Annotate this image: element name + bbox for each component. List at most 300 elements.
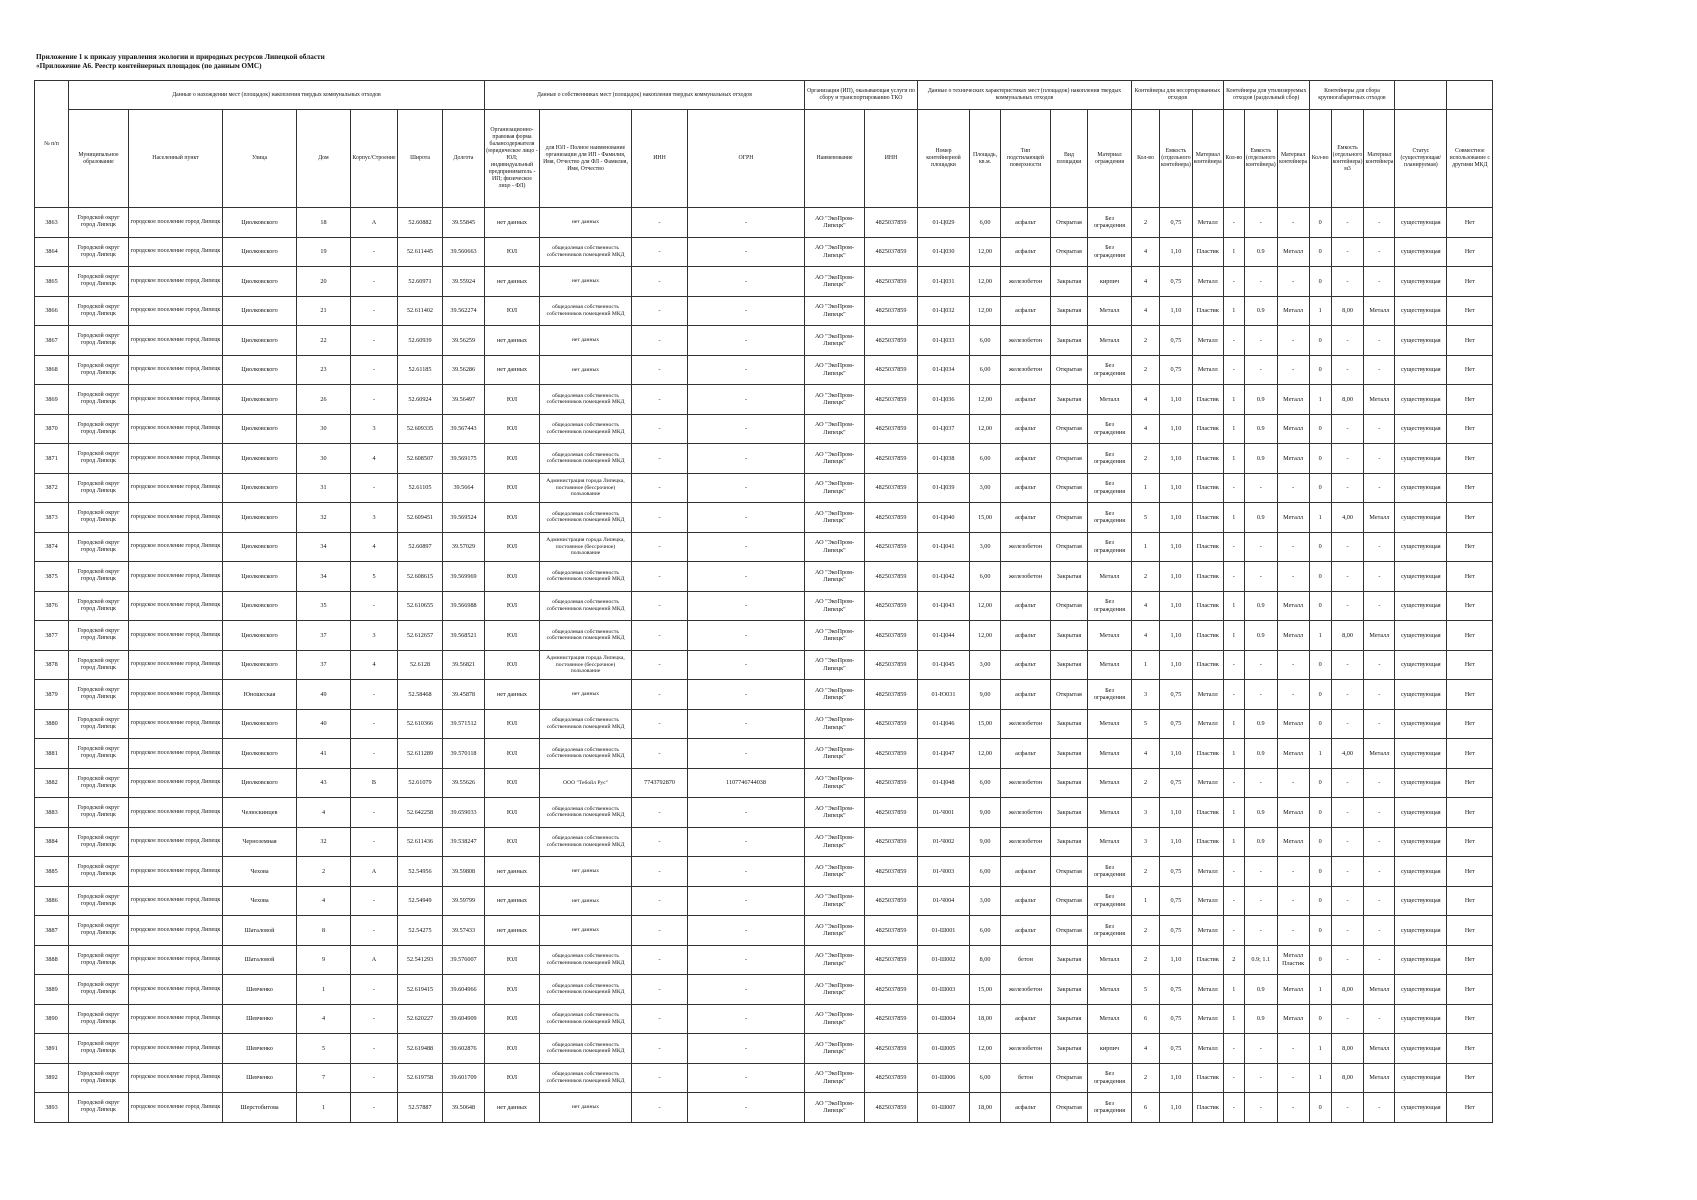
- longitude-cell: 39.569524: [443, 503, 485, 533]
- fence-cell: Без ограждения: [1088, 886, 1132, 916]
- municipality-cell: Городской округ город Липецк: [69, 857, 129, 887]
- recycle-count-cell: -: [1223, 326, 1244, 356]
- org-inn-cell: 4825037859: [865, 945, 918, 975]
- sorted-material-cell: Пластик: [1192, 827, 1223, 857]
- bulky-capacity-cell: 4,00: [1331, 739, 1364, 769]
- fence-cell: Металл: [1088, 945, 1132, 975]
- row-number: 3889: [35, 975, 69, 1005]
- sorted-count-cell: 4: [1132, 591, 1160, 621]
- bulky-capacity-cell: -: [1331, 473, 1364, 503]
- building-cell: -: [351, 886, 398, 916]
- recycle-count-cell: -: [1223, 1034, 1244, 1064]
- recycle-count-cell: 1: [1223, 798, 1244, 828]
- bulky-count-cell: 1: [1309, 503, 1331, 533]
- owner-name-cell: общедолевая собственность собственников помещений МКД: [540, 237, 632, 267]
- site-type-cell: Закрытая: [1051, 945, 1088, 975]
- inn-cell: -: [632, 798, 688, 828]
- street-cell: Циолковского: [223, 473, 297, 503]
- shared-use-cell: Нет: [1447, 798, 1493, 828]
- owner-name-cell: общедолевая собственность собственников помещений МКД: [540, 591, 632, 621]
- sorted-capacity-cell: 1,10: [1160, 385, 1193, 415]
- recycle-count-cell: -: [1223, 1093, 1244, 1123]
- building-cell: -: [351, 1063, 398, 1093]
- area-cell: 12,00: [970, 414, 1001, 444]
- status-cell: существующая: [1395, 444, 1447, 474]
- bulky-material-cell: -: [1364, 680, 1395, 710]
- ogrn-cell: -: [688, 857, 805, 887]
- ogrn-cell: -: [688, 385, 805, 415]
- bulky-material-cell: -: [1364, 650, 1395, 680]
- table-row: [35, 503, 1493, 533]
- org-inn-cell: 4825037859: [865, 975, 918, 1005]
- status-cell: существующая: [1395, 591, 1447, 621]
- surface-cell: асфальт: [1001, 237, 1051, 267]
- recycle-material-cell: Металл: [1277, 237, 1309, 267]
- municipality-cell: Городской округ город Липецк: [69, 355, 129, 385]
- status-cell: существующая: [1395, 326, 1447, 356]
- recycle-count-cell: -: [1223, 768, 1244, 798]
- status-cell: существующая: [1395, 621, 1447, 651]
- bulky-capacity-cell: -: [1331, 444, 1364, 474]
- table-row: [35, 444, 1493, 474]
- recycle-material-cell: Металл Пластик: [1277, 945, 1309, 975]
- house-cell: 1: [297, 975, 351, 1005]
- recycle-capacity-cell: -: [1244, 886, 1277, 916]
- recycle-capacity-cell: -: [1244, 916, 1277, 946]
- surface-cell: асфальт: [1001, 680, 1051, 710]
- owner-name-cell: общедолевая собственность собственников помещений МКД: [540, 385, 632, 415]
- site-number-cell: 01-Ю031: [918, 680, 970, 710]
- municipality-cell: Городской округ город Липецк: [69, 296, 129, 326]
- status-cell: существующая: [1395, 1063, 1447, 1093]
- longitude-cell: 39.604966: [443, 975, 485, 1005]
- ogrn-cell: -: [688, 473, 805, 503]
- owner-name-cell: общедолевая собственность собственников помещений МКД: [540, 827, 632, 857]
- longitude-cell: 39.576007: [443, 945, 485, 975]
- longitude-cell: 39.566988: [443, 591, 485, 621]
- col-site-type: Вид площадки: [1051, 110, 1088, 208]
- col-bulky-material: Материал контейнера: [1364, 110, 1395, 208]
- site-type-cell: Закрытая: [1051, 739, 1088, 769]
- surface-cell: асфальт: [1001, 414, 1051, 444]
- sorted-capacity-cell: 1,10: [1160, 827, 1193, 857]
- street-cell: Циолковского: [223, 532, 297, 562]
- bulky-material-cell: -: [1364, 886, 1395, 916]
- street-cell: Шевченко: [223, 1063, 297, 1093]
- bulky-count-cell: 0: [1309, 444, 1331, 474]
- longitude-cell: 39.569175: [443, 444, 485, 474]
- org-name-cell: АО "ЭкоПром-Липецк": [805, 414, 865, 444]
- site-number-cell: 01-Ц038: [918, 444, 970, 474]
- row-number: 3865: [35, 267, 69, 297]
- bulky-capacity-cell: -: [1331, 1004, 1364, 1034]
- legal-form-cell: ЮЛ: [485, 532, 540, 562]
- house-cell: 30: [297, 444, 351, 474]
- recycle-capacity-cell: 0.9: [1244, 237, 1277, 267]
- settlement-cell: городское поселение город Липецк: [129, 1004, 223, 1034]
- municipality-cell: Городской округ город Липецк: [69, 503, 129, 533]
- longitude-cell: 39.560663: [443, 237, 485, 267]
- sorted-count-cell: 4: [1132, 267, 1160, 297]
- building-cell: 4: [351, 444, 398, 474]
- longitude-cell: 39.602876: [443, 1034, 485, 1064]
- settlement-cell: городское поселение город Липецк: [129, 532, 223, 562]
- site-type-cell: Открытая: [1051, 886, 1088, 916]
- site-type-cell: Закрытая: [1051, 1034, 1088, 1064]
- settlement-cell: городское поселение город Липецк: [129, 296, 223, 326]
- surface-cell: железобетон: [1001, 768, 1051, 798]
- site-number-cell: 01-Ш003: [918, 975, 970, 1005]
- ogrn-cell: -: [688, 827, 805, 857]
- col-street: Улица: [223, 110, 297, 208]
- legal-form-cell: ЮЛ: [485, 414, 540, 444]
- sorted-capacity-cell: 0,75: [1160, 975, 1193, 1005]
- recycle-material-cell: Металл: [1277, 444, 1309, 474]
- house-cell: 4: [297, 798, 351, 828]
- recycle-capacity-cell: 0.9: [1244, 709, 1277, 739]
- table-row: [35, 326, 1493, 356]
- sorted-count-cell: 4: [1132, 621, 1160, 651]
- org-name-cell: АО "ЭкоПром-Липецк": [805, 709, 865, 739]
- latitude-cell: 52.54949: [398, 886, 443, 916]
- latitude-cell: 52.54275: [398, 916, 443, 946]
- fence-cell: Металл: [1088, 975, 1132, 1005]
- street-cell: Циолковского: [223, 237, 297, 267]
- bulky-material-cell: -: [1364, 768, 1395, 798]
- longitude-cell: 39.57433: [443, 916, 485, 946]
- site-number-cell: 01-Ц029: [918, 208, 970, 238]
- surface-cell: асфальт: [1001, 916, 1051, 946]
- latitude-cell: 52.61105: [398, 473, 443, 503]
- sorted-count-cell: 4: [1132, 739, 1160, 769]
- shared-use-cell: Нет: [1447, 355, 1493, 385]
- inn-cell: -: [632, 621, 688, 651]
- status-cell: существующая: [1395, 296, 1447, 326]
- table-row: [35, 1093, 1493, 1123]
- table-row: [35, 473, 1493, 503]
- table-row: [35, 267, 1493, 297]
- building-cell: -: [351, 326, 398, 356]
- recycle-count-cell: -: [1223, 267, 1244, 297]
- site-number-cell: 01-Ц033: [918, 326, 970, 356]
- org-name-cell: АО "ЭкоПром-Липецк": [805, 267, 865, 297]
- sorted-material-cell: Металл: [1192, 886, 1223, 916]
- bulky-capacity-cell: -: [1331, 355, 1364, 385]
- sorted-material-cell: Металл: [1192, 709, 1223, 739]
- sorted-capacity-cell: 1,10: [1160, 473, 1193, 503]
- ogrn-cell: -: [688, 267, 805, 297]
- settlement-cell: городское поселение город Липецк: [129, 326, 223, 356]
- status-cell: существующая: [1395, 237, 1447, 267]
- area-cell: 9,00: [970, 680, 1001, 710]
- owner-name-cell: общедолевая собственность собственников помещений МКД: [540, 444, 632, 474]
- site-type-cell: Закрытая: [1051, 562, 1088, 592]
- sorted-capacity-cell: 1,10: [1160, 945, 1193, 975]
- longitude-cell: 39.567443: [443, 414, 485, 444]
- surface-cell: асфальт: [1001, 1093, 1051, 1123]
- inn-cell: -: [632, 296, 688, 326]
- recycle-material-cell: -: [1277, 267, 1309, 297]
- latitude-cell: 52.60939: [398, 326, 443, 356]
- latitude-cell: 52.61185: [398, 355, 443, 385]
- table-row: [35, 709, 1493, 739]
- legal-form-cell: нет данных: [485, 857, 540, 887]
- building-cell: А: [351, 945, 398, 975]
- bulky-capacity-cell: -: [1331, 414, 1364, 444]
- status-cell: существующая: [1395, 857, 1447, 887]
- bulky-capacity-cell: -: [1331, 267, 1364, 297]
- house-cell: 34: [297, 532, 351, 562]
- owner-name-cell: общедолевая собственность собственников помещений МКД: [540, 621, 632, 651]
- recycle-material-cell: -: [1277, 1063, 1309, 1093]
- col-shared: Совместное использование с другими МКД: [1447, 110, 1493, 208]
- house-cell: 1: [297, 1093, 351, 1123]
- legal-form-cell: ЮЛ: [485, 709, 540, 739]
- area-cell: 12,00: [970, 267, 1001, 297]
- group-sorted: Контейнеры для несортированных отходов: [1132, 81, 1224, 110]
- recycle-count-cell: 1: [1223, 709, 1244, 739]
- bulky-material-cell: -: [1364, 562, 1395, 592]
- table-row: [35, 414, 1493, 444]
- recycle-count-cell: -: [1223, 680, 1244, 710]
- site-number-cell: 01-Ц034: [918, 355, 970, 385]
- owner-name-cell: общедолевая собственность собственников помещений МКД: [540, 414, 632, 444]
- municipality-cell: Городской округ город Липецк: [69, 414, 129, 444]
- org-inn-cell: 4825037859: [865, 857, 918, 887]
- org-inn-cell: 4825037859: [865, 414, 918, 444]
- inn-cell: -: [632, 1063, 688, 1093]
- municipality-cell: Городской округ город Липецк: [69, 562, 129, 592]
- municipality-cell: Городской округ город Липецк: [69, 1034, 129, 1064]
- municipality-cell: Городской округ город Липецк: [69, 208, 129, 238]
- owner-name-cell: общедолевая собственность собственников помещений МКД: [540, 1004, 632, 1034]
- sorted-material-cell: Пластик: [1192, 296, 1223, 326]
- sorted-count-cell: 2: [1132, 857, 1160, 887]
- recycle-material-cell: -: [1277, 768, 1309, 798]
- org-inn-cell: 4825037859: [865, 503, 918, 533]
- org-name-cell: АО "ЭкоПром-Липецк": [805, 798, 865, 828]
- settlement-cell: городское поселение город Липецк: [129, 1034, 223, 1064]
- fence-cell: Металл: [1088, 296, 1132, 326]
- site-number-cell: 01-Ц036: [918, 385, 970, 415]
- street-cell: Чехова: [223, 886, 297, 916]
- inn-cell: -: [632, 1004, 688, 1034]
- recycle-count-cell: -: [1223, 1063, 1244, 1093]
- table-row: [35, 945, 1493, 975]
- latitude-cell: 52.611445: [398, 237, 443, 267]
- org-name-cell: АО "ЭкоПром-Липецк": [805, 650, 865, 680]
- org-name-cell: АО "ЭкоПром-Липецк": [805, 1004, 865, 1034]
- building-cell: А: [351, 857, 398, 887]
- recycle-material-cell: Металл: [1277, 975, 1309, 1005]
- recycle-capacity-cell: -: [1244, 355, 1277, 385]
- bulky-count-cell: 0: [1309, 709, 1331, 739]
- municipality-cell: Городской округ город Липецк: [69, 916, 129, 946]
- building-cell: -: [351, 709, 398, 739]
- recycle-material-cell: -: [1277, 532, 1309, 562]
- surface-cell: железобетон: [1001, 532, 1051, 562]
- bulky-material-cell: -: [1364, 237, 1395, 267]
- table-row: [35, 739, 1493, 769]
- sorted-material-cell: Пластик: [1192, 237, 1223, 267]
- owner-name-cell: общедолевая собственность собственников помещений МКД: [540, 709, 632, 739]
- legal-form-cell: ЮЛ: [485, 975, 540, 1005]
- recycle-capacity-cell: 0.9: [1244, 414, 1277, 444]
- recycle-count-cell: 1: [1223, 414, 1244, 444]
- ogrn-cell: -: [688, 945, 805, 975]
- ogrn-cell: -: [688, 680, 805, 710]
- ogrn-cell: -: [688, 208, 805, 238]
- shared-use-cell: Нет: [1447, 473, 1493, 503]
- shared-use-cell: Нет: [1447, 414, 1493, 444]
- shared-use-cell: Нет: [1447, 827, 1493, 857]
- recycle-count-cell: 1: [1223, 739, 1244, 769]
- row-number: 3891: [35, 1034, 69, 1064]
- sorted-capacity-cell: 0,75: [1160, 916, 1193, 946]
- sorted-capacity-cell: 0,75: [1160, 1004, 1193, 1034]
- recycle-count-cell: -: [1223, 562, 1244, 592]
- recycle-count-cell: -: [1223, 916, 1244, 946]
- settlement-cell: городское поселение город Липецк: [129, 886, 223, 916]
- area-cell: 6,00: [970, 1063, 1001, 1093]
- recycle-material-cell: Металл: [1277, 798, 1309, 828]
- fence-cell: Без ограждения: [1088, 237, 1132, 267]
- site-type-cell: Закрытая: [1051, 296, 1088, 326]
- col-lon: Долгота: [443, 110, 485, 208]
- municipality-cell: Городской округ город Липецк: [69, 444, 129, 474]
- sorted-material-cell: Пластик: [1192, 503, 1223, 533]
- house-cell: 20: [297, 267, 351, 297]
- latitude-cell: 52.619415: [398, 975, 443, 1005]
- latitude-cell: 52.6128: [398, 650, 443, 680]
- municipality-cell: Городской округ город Липецк: [69, 975, 129, 1005]
- house-cell: 30: [297, 414, 351, 444]
- col-surface: Тип подстилающей поверхности: [1001, 110, 1051, 208]
- house-cell: 43: [297, 768, 351, 798]
- surface-cell: железобетон: [1001, 355, 1051, 385]
- shared-use-cell: Нет: [1447, 650, 1493, 680]
- sorted-capacity-cell: 1,10: [1160, 1063, 1193, 1093]
- longitude-cell: 39.659033: [443, 798, 485, 828]
- legal-form-cell: нет данных: [485, 267, 540, 297]
- recycle-material-cell: Металл: [1277, 709, 1309, 739]
- recycle-capacity-cell: -: [1244, 473, 1277, 503]
- row-number: 3878: [35, 650, 69, 680]
- org-inn-cell: 4825037859: [865, 916, 918, 946]
- latitude-cell: 52.60971: [398, 267, 443, 297]
- recycle-count-cell: 1: [1223, 296, 1244, 326]
- group-bulky: Контейнеры для сбора крупногабаритных отходов: [1309, 81, 1395, 110]
- legal-form-cell: ЮЛ: [485, 296, 540, 326]
- bulky-capacity-cell: -: [1331, 709, 1364, 739]
- municipality-cell: Городской округ город Липецк: [69, 886, 129, 916]
- org-inn-cell: 4825037859: [865, 208, 918, 238]
- table-row: [35, 532, 1493, 562]
- site-type-cell: Закрытая: [1051, 709, 1088, 739]
- inn-cell: -: [632, 385, 688, 415]
- sorted-count-cell: 2: [1132, 945, 1160, 975]
- bulky-count-cell: 1: [1309, 1063, 1331, 1093]
- bulky-count-cell: 0: [1309, 473, 1331, 503]
- site-type-cell: Закрытая: [1051, 975, 1088, 1005]
- area-cell: 9,00: [970, 798, 1001, 828]
- header-line-1: Приложение 1 к приказу управления экологии и природных ресурсов Липецкой области: [36, 53, 325, 61]
- latitude-cell: 52.620227: [398, 1004, 443, 1034]
- row-number: 3863: [35, 208, 69, 238]
- building-cell: -: [351, 267, 398, 297]
- col-ogrn: ОГРН: [688, 110, 805, 208]
- inn-cell: -: [632, 473, 688, 503]
- street-cell: Циолковского: [223, 355, 297, 385]
- municipality-cell: Городской округ город Липецк: [69, 237, 129, 267]
- bulky-capacity-cell: -: [1331, 1093, 1364, 1123]
- row-number: 3874: [35, 532, 69, 562]
- row-number: 3893: [35, 1093, 69, 1123]
- org-name-cell: АО "ЭкоПром-Липецк": [805, 385, 865, 415]
- area-cell: 18,00: [970, 1004, 1001, 1034]
- recycle-material-cell: -: [1277, 857, 1309, 887]
- longitude-cell: 39.56286: [443, 355, 485, 385]
- shared-use-cell: Нет: [1447, 267, 1493, 297]
- bulky-capacity-cell: -: [1331, 798, 1364, 828]
- area-cell: 8,00: [970, 945, 1001, 975]
- sorted-material-cell: Металл: [1192, 1034, 1223, 1064]
- table-row: [35, 1034, 1493, 1064]
- latitude-cell: 52.60897: [398, 532, 443, 562]
- row-number: 3873: [35, 503, 69, 533]
- street-cell: Циолковского: [223, 562, 297, 592]
- legal-form-cell: ЮЛ: [485, 650, 540, 680]
- ogrn-cell: -: [688, 1034, 805, 1064]
- recycle-material-cell: -: [1277, 326, 1309, 356]
- bulky-capacity-cell: -: [1331, 827, 1364, 857]
- table-row: [35, 975, 1493, 1005]
- ogrn-cell: -: [688, 1093, 805, 1123]
- legal-form-cell: ЮЛ: [485, 621, 540, 651]
- sorted-material-cell: Пластик: [1192, 562, 1223, 592]
- org-name-cell: АО "ЭкоПром-Липецк": [805, 886, 865, 916]
- bulky-capacity-cell: 8,00: [1331, 621, 1364, 651]
- bulky-material-cell: -: [1364, 1004, 1395, 1034]
- table-row: [35, 1063, 1493, 1093]
- ogrn-cell: -: [688, 886, 805, 916]
- sorted-count-cell: 1: [1132, 532, 1160, 562]
- status-cell: существующая: [1395, 208, 1447, 238]
- legal-form-cell: ЮЛ: [485, 237, 540, 267]
- table-row: [35, 916, 1493, 946]
- recycle-material-cell: -: [1277, 473, 1309, 503]
- site-type-cell: Открытая: [1051, 503, 1088, 533]
- table-head: [35, 81, 1493, 208]
- owner-name-cell: общедолевая собственность собственников помещений МКД: [540, 1063, 632, 1093]
- recycle-count-cell: -: [1223, 886, 1244, 916]
- longitude-cell: 39.568521: [443, 621, 485, 651]
- latitude-cell: 52.612657: [398, 621, 443, 651]
- legal-form-cell: ЮЛ: [485, 1063, 540, 1093]
- sorted-material-cell: Металл: [1192, 267, 1223, 297]
- settlement-cell: городское поселение город Липецк: [129, 414, 223, 444]
- surface-cell: асфальт: [1001, 621, 1051, 651]
- sorted-count-cell: 6: [1132, 1093, 1160, 1123]
- longitude-cell: 39.604909: [443, 1004, 485, 1034]
- latitude-cell: 52.611402: [398, 296, 443, 326]
- street-cell: Циолковского: [223, 444, 297, 474]
- area-cell: 12,00: [970, 237, 1001, 267]
- building-cell: -: [351, 739, 398, 769]
- fence-cell: Без ограждения: [1088, 532, 1132, 562]
- area-cell: 12,00: [970, 739, 1001, 769]
- fence-cell: Металл: [1088, 621, 1132, 651]
